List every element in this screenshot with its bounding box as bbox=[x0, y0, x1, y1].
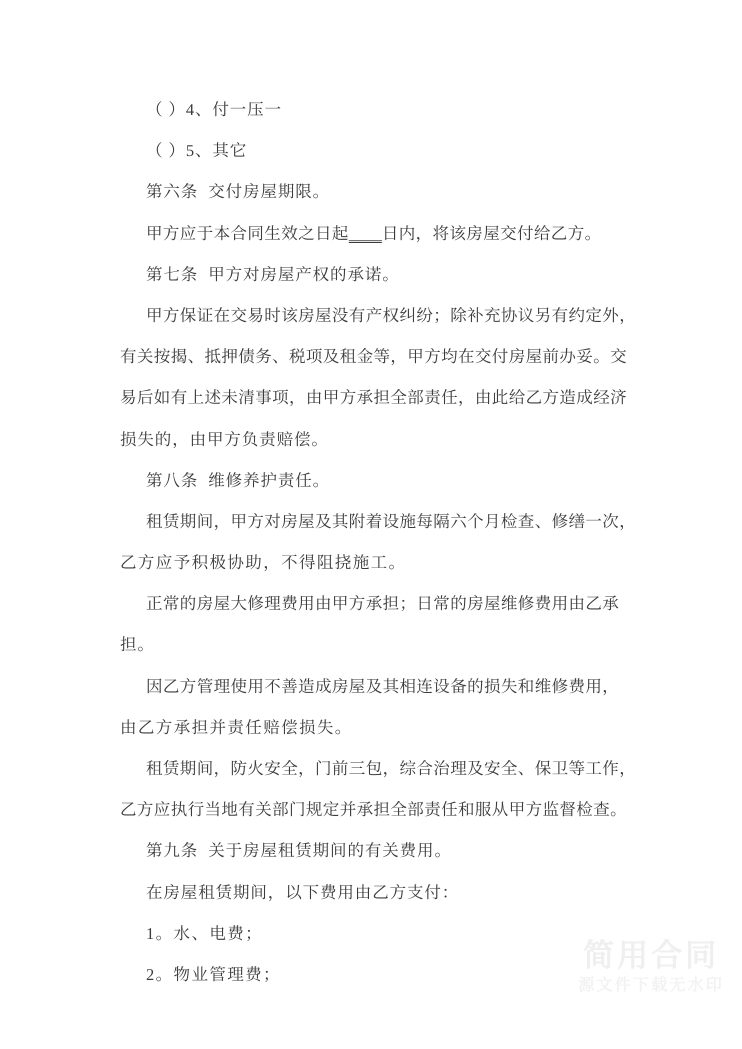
contract-clause-9-heading: 第九条 关于房屋租赁期间的有关费用。 bbox=[146, 841, 452, 861]
contract-clause-7-body-line-1: 甲方保证在交易时该房屋没有产权纠纷；除补充协议另有约定外， bbox=[146, 305, 637, 325]
contract-clause-8-body-line-6: 由乙方承担并责任赔偿损失。 bbox=[120, 717, 353, 737]
watermark-title: 简用合同 bbox=[583, 937, 720, 974]
contract-clause-8-body-line-3: 正常的房屋大修理费用由甲方承担；日常的房屋维修费用由乙承 bbox=[146, 594, 620, 614]
contract-fee-item-2: 2。物业管理费； bbox=[146, 964, 281, 984]
contract-clause-8-body-line-8: 乙方应执行当地有关部门规定并承担全部责任和服从甲方监督检查。 bbox=[120, 800, 627, 820]
contract-clause-9-body-line-1: 在房屋租赁期间，以下费用由乙方支付： bbox=[146, 882, 460, 902]
contract-fee-item-1: 1。水、电费； bbox=[146, 923, 264, 943]
clause-6-text-before-blank: 甲方应于本合同生效之日起 bbox=[146, 223, 349, 243]
contract-line-payment-option-5: （ ）5、其它 bbox=[146, 141, 248, 161]
contract-clause-8-body-line-1: 租赁期间，甲方对房屋及其附着设施每隔六个月检查、修缮一次， bbox=[146, 511, 637, 531]
watermark-subtitle: 源文件下载无水印 bbox=[578, 975, 724, 995]
contract-clause-7-body-line-3: 易后如有上述未清事项，由甲方承担全部责任，由此给乙方造成经济 bbox=[120, 388, 627, 408]
contract-clause-7-body-line-4: 损失的，由甲方负责赔偿。 bbox=[120, 429, 329, 449]
contract-line-payment-option-4: （ ）4、付一压一 bbox=[146, 100, 282, 119]
contract-clause-7-heading: 第七条 甲方对房屋产权的承诺。 bbox=[146, 264, 400, 284]
contract-clause-7-body-line-2: 有关按揭、抵押债务、税项及租金等，甲方均在交付房屋前办妥。交 bbox=[120, 347, 627, 367]
contract-clause-8-body-line-7: 租赁期间，防火安全，门前三包，综合治理及安全、保卫等工作， bbox=[146, 759, 637, 778]
contract-clause-8-body-line-2: 乙方应予积极协助，不得阻挠施工。 bbox=[120, 553, 407, 573]
contract-clause-6-heading: 第六条 交付房屋期限。 bbox=[146, 182, 331, 202]
contract-clause-8-body-line-5: 因乙方管理使用不善造成房屋及其相连设备的损失和维修费用， bbox=[146, 676, 620, 696]
document-text-body bbox=[120, 89, 642, 995]
clause-6-text-after-blank: 日内，将该房屋交付给乙方。 bbox=[381, 223, 602, 243]
contract-clause-8-body-line-4: 担。 bbox=[120, 635, 155, 655]
delivery-days-blank-field[interactable]: ____ bbox=[348, 223, 382, 243]
contract-clause-8-heading: 第八条 维修养护责任。 bbox=[146, 470, 331, 490]
contract-clause-6-body-line-1 bbox=[120, 213, 642, 254]
